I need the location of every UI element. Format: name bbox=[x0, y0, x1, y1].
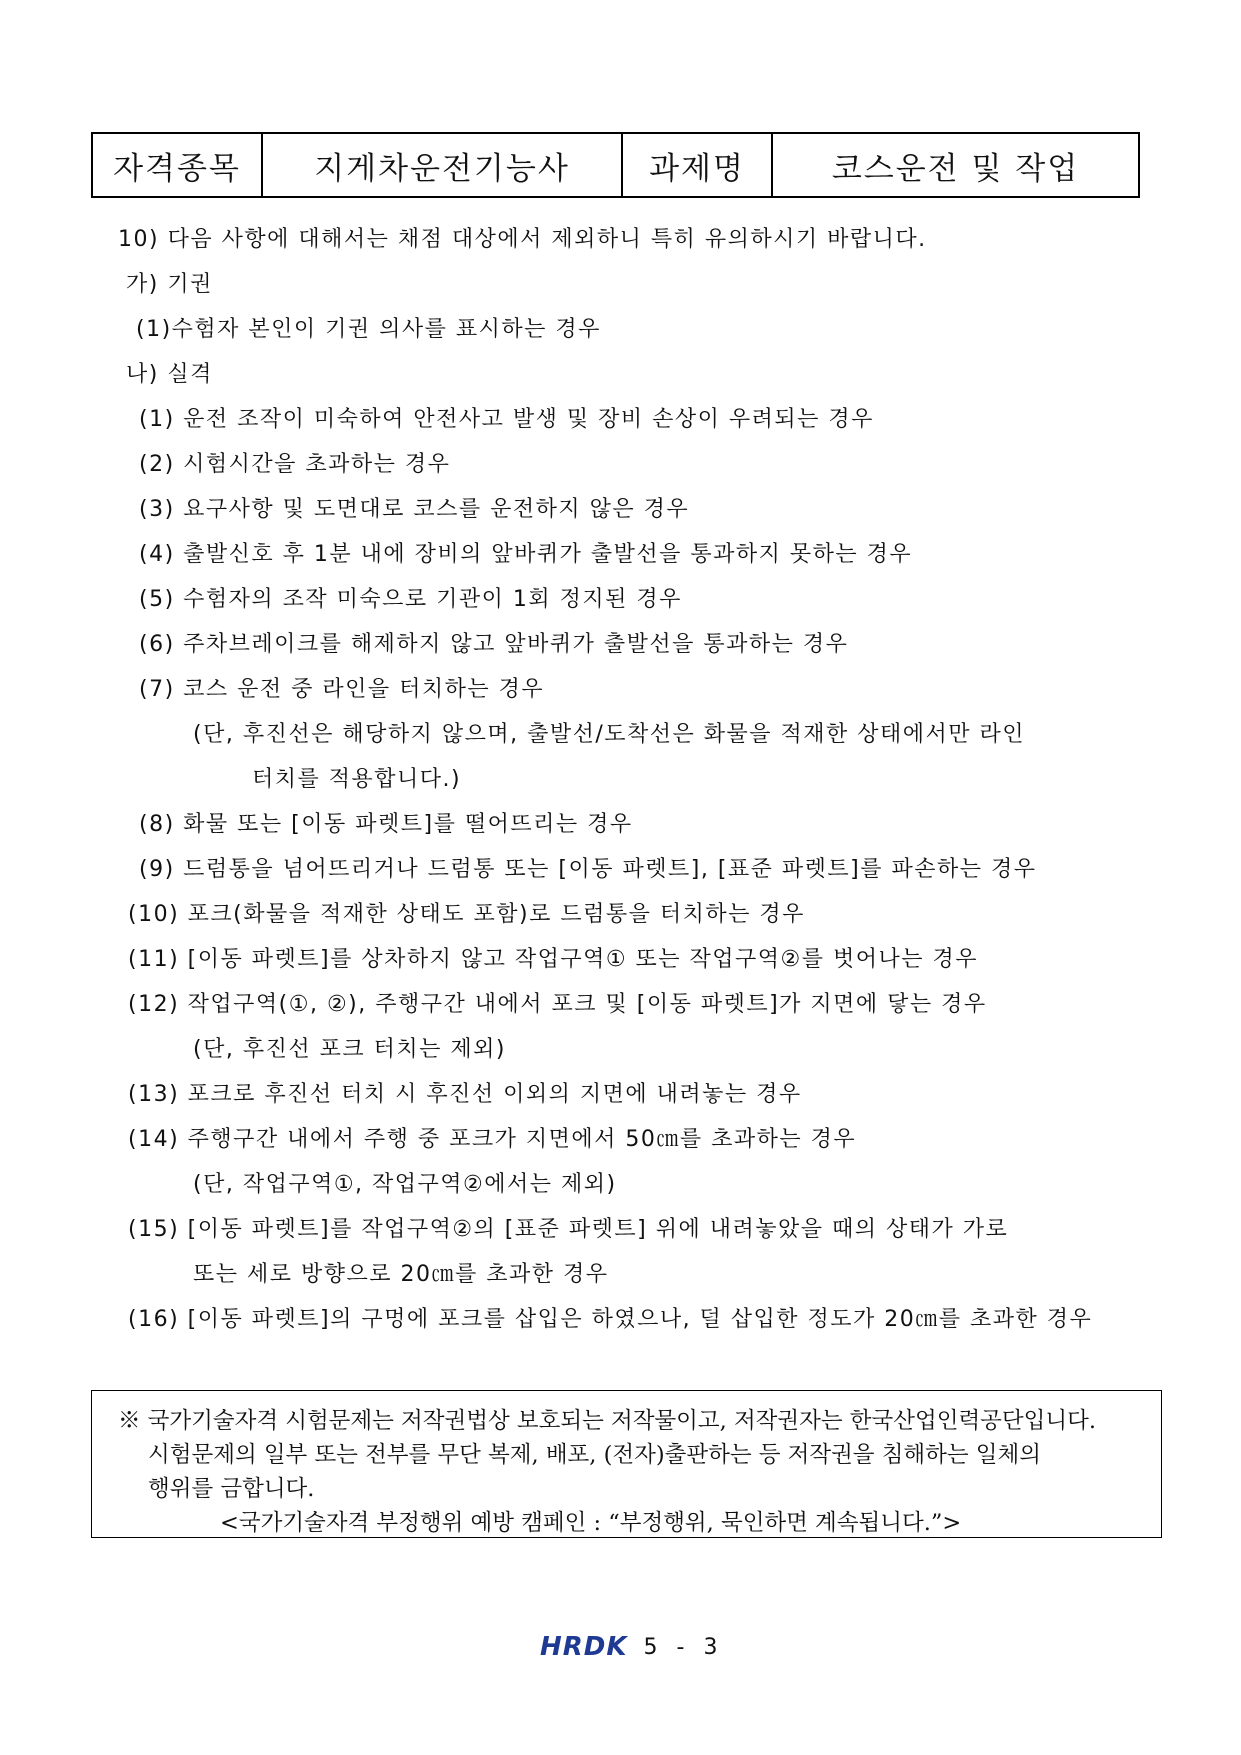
section-heading-disqualify: 나) 실격 bbox=[126, 362, 213, 387]
list-item: (5) 수험자의 조작 미숙으로 기관이 1회 정지된 경우 bbox=[139, 587, 682, 612]
list-item-note: 또는 세로 방향으로 20㎝를 초과한 경우 bbox=[193, 1262, 609, 1287]
list-item: (8) 화물 또는 [이동 파렛트]를 떨어뜨리는 경우 bbox=[139, 812, 633, 837]
list-item: (16) [이동 파렛트]의 구멍에 포크를 삽입은 하였으나, 덜 삽입한 정도가 20㎝를 초과한 경우 bbox=[128, 1307, 1093, 1332]
list-item-note: (단, 후진선 포크 터치는 제외) bbox=[193, 1037, 506, 1062]
list-item: (9) 드럼통을 넘어뜨리거나 드럼통 또는 [이동 파렛트], [표준 파렛트]를 파손하는 경우 bbox=[139, 857, 1037, 882]
list-item: (13) 포크로 후진선 터치 시 후진선 이외의 지면에 내려놓는 경우 bbox=[128, 1082, 802, 1107]
list-item: (11) [이동 파렛트]를 상차하지 않고 작업구역① 또는 작업구역②를 벗어나는 경우 bbox=[128, 947, 979, 972]
list-item: (14) 주행구간 내에서 주행 중 포크가 지면에서 50㎝를 초과하는 경우 bbox=[128, 1127, 857, 1152]
copyright-notice bbox=[91, 1390, 1162, 1538]
list-item: (3) 요구사항 및 도면대로 코스를 운전하지 않은 경우 bbox=[139, 497, 690, 522]
list-item-note: (단, 작업구역①, 작업구역②에서는 제외) bbox=[193, 1172, 617, 1197]
list-item: (4) 출발신호 후 1분 내에 장비의 앞바퀴가 출발선을 통과하지 못하는 경우 bbox=[139, 542, 913, 567]
rule-intro: 10) 다음 사항에 대해서는 채점 대상에서 제외하니 특히 유의하시기 바랍니다. bbox=[118, 227, 927, 252]
header-value-task: 코스운전 및 작업 bbox=[831, 150, 1080, 187]
list-item-note: 터치를 적용합니다.) bbox=[252, 767, 462, 792]
page-footer bbox=[540, 1632, 723, 1662]
list-item: (10) 포크(화물을 적재한 상태도 포함)로 드럼통을 터치하는 경우 bbox=[128, 902, 805, 927]
list-item: (7) 코스 운전 중 라인을 터치하는 경우 bbox=[139, 677, 545, 702]
notice-line: ※ 국가기술자격 시험문제는 저작권법상 보호되는 저작물이고, 저작권자는 한국산업인력공단입니다. bbox=[118, 1408, 1097, 1434]
hrdk-logo: HRDK bbox=[540, 1632, 628, 1662]
notice-line: 행위를 금합니다. bbox=[148, 1476, 315, 1502]
notice-line: 시험문제의 일부 또는 전부를 무단 복제, 배포, (전자)출판하는 등 저작권을 침해하는 일체의 bbox=[148, 1442, 1041, 1468]
list-item: (6) 주차브레이크를 해제하지 않고 앞바퀴가 출발선을 통과하는 경우 bbox=[139, 632, 849, 657]
header-value-qualification: 지게차운전기능사 bbox=[263, 134, 623, 196]
section-heading-withdraw: 가) 기권 bbox=[126, 272, 213, 297]
header-label-qualification: 자격종목 bbox=[93, 134, 263, 196]
list-item: (2) 시험시간을 초과하는 경우 bbox=[139, 452, 451, 477]
list-item: (15) [이동 파렛트]를 작업구역②의 [표준 파렛트] 위에 내려놓았을 때의 상태가 가로 bbox=[128, 1217, 1009, 1242]
list-item-note: (단, 후진선은 해당하지 않으며, 출발선/도착선은 화물을 적재한 상태에서만 라인 bbox=[193, 722, 1025, 747]
list-item: (1)수험자 본인이 기권 의사를 표시하는 경우 bbox=[136, 317, 601, 342]
header-table bbox=[91, 132, 1140, 198]
notice-campaign: <국가기술자격 부정행위 예방 캠페인 : “부정행위, 묵인하면 계속됩니다.”> bbox=[220, 1510, 962, 1536]
list-item: (1) 운전 조작이 미숙하여 안전사고 발생 및 장비 손상이 우려되는 경우 bbox=[139, 407, 874, 432]
list-item: (12) 작업구역(①, ②), 주행구간 내에서 포크 및 [이동 파렛트]가 지면에 닿는 경우 bbox=[128, 992, 987, 1017]
page-number: 5 - 3 bbox=[643, 1634, 724, 1660]
header-label-task: 과제명 bbox=[623, 134, 773, 196]
